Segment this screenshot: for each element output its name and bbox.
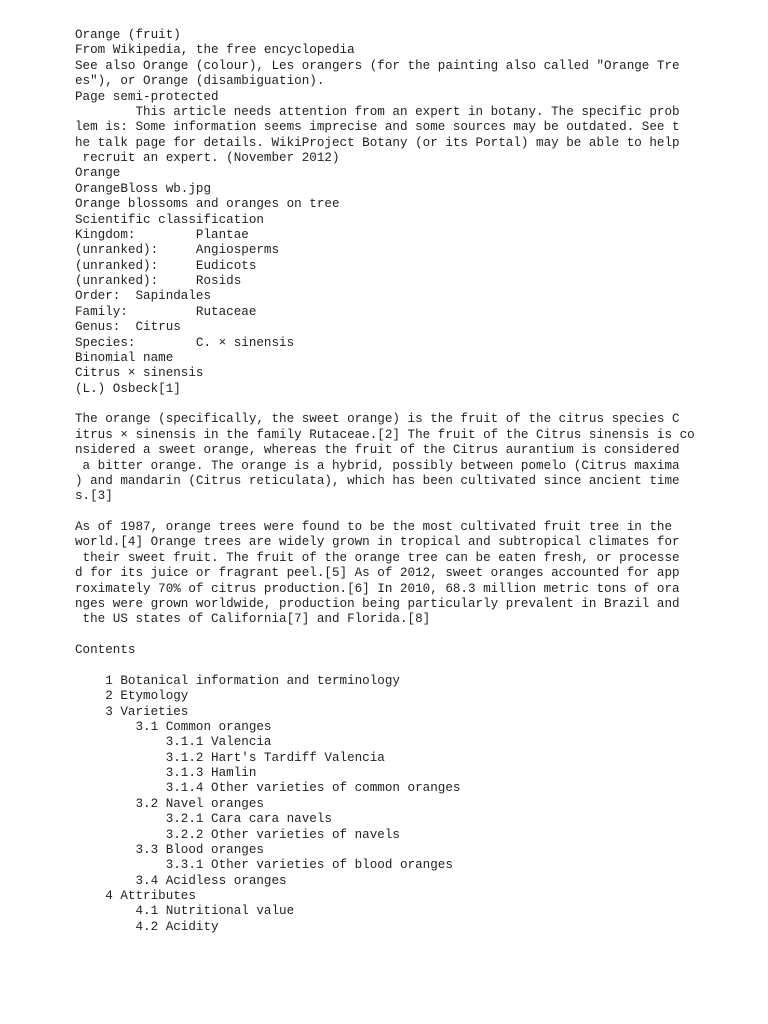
toc-item: 4.2 Acidity bbox=[75, 920, 219, 934]
expert-notice-line: This article needs attention from an expert in botany. The specific prob bbox=[75, 105, 680, 119]
infobox-line: (L.) Osbeck[1] bbox=[75, 382, 181, 396]
see-also-line: See also Orange (colour), Les orangers (for the painting also called "Orange Tre bbox=[75, 59, 680, 73]
contents-heading: Contents bbox=[75, 643, 136, 657]
infobox-line: (unranked): Rosids bbox=[75, 274, 242, 288]
paragraph-line: their sweet fruit. The fruit of the orange tree can be eaten fresh, or processe bbox=[75, 551, 680, 565]
paragraph-line: s.[3] bbox=[75, 489, 113, 503]
paragraph-line: nges were grown worldwide, production being particularly prevalent in Brazil and bbox=[75, 597, 680, 611]
protection-notice-line: Page semi-protected bbox=[75, 90, 219, 104]
toc-item: 3.1.3 Hamlin bbox=[75, 766, 257, 780]
toc-item: 3.3.1 Other varieties of blood oranges bbox=[75, 858, 453, 872]
toc-item: 3.3 Blood oranges bbox=[75, 843, 264, 857]
paragraph-line: roximately 70% of citrus production.[6] In 2010, 68.3 million metric tons of ora bbox=[75, 582, 680, 596]
toc-item: 3.1.4 Other varieties of common oranges bbox=[75, 781, 461, 795]
expert-notice-line: recruit an expert. (November 2012) bbox=[75, 151, 340, 165]
paragraph-line: a bitter orange. The orange is a hybrid, possibly between pomelo (Citrus maxima bbox=[75, 459, 680, 473]
infobox-line: Kingdom: Plantae bbox=[75, 228, 249, 242]
infobox-line: Orange blossoms and oranges on tree bbox=[75, 197, 340, 211]
expert-notice-line: he talk page for details. WikiProject Botany (or its Portal) may be able to help bbox=[75, 136, 680, 150]
expert-notice-line: lem is: Some information seems imprecise and some sources may be outdated. See t bbox=[75, 120, 680, 134]
toc-item: 3.2.1 Cara cara navels bbox=[75, 812, 332, 826]
toc-item: 2 Etymology bbox=[75, 689, 189, 703]
infobox-line: Scientific classification bbox=[75, 213, 264, 227]
toc-item: 3.2.2 Other varieties of navels bbox=[75, 828, 400, 842]
toc-item: 3.1.1 Valencia bbox=[75, 735, 272, 749]
infobox-line: Species: C. × sinensis bbox=[75, 336, 295, 350]
infobox-line: Citrus × sinensis bbox=[75, 366, 204, 380]
paragraph-line: itrus × sinensis in the family Rutaceae.[2] The fruit of the Citrus sinensis is co bbox=[75, 428, 695, 442]
paragraph-line: As of 1987, orange trees were found to be the most cultivated fruit tree in the bbox=[75, 520, 673, 534]
paragraph-line: The orange (specifically, the sweet orange) is the fruit of the citrus species C bbox=[75, 412, 680, 426]
toc-item: 3.1 Common oranges bbox=[75, 720, 272, 734]
infobox-line: (unranked): Eudicots bbox=[75, 259, 257, 273]
infobox-line: Family: Rutaceae bbox=[75, 305, 257, 319]
infobox-line: OrangeBloss wb.jpg bbox=[75, 182, 212, 196]
toc-item: 3 Varieties bbox=[75, 705, 189, 719]
toc-item: 3.1.2 Hart's Tardiff Valencia bbox=[75, 751, 385, 765]
paragraph-line: world.[4] Orange trees are widely grown in tropical and subtropical climates for bbox=[75, 535, 680, 549]
infobox-line: (unranked): Angiosperms bbox=[75, 243, 280, 257]
toc-item: 3.4 Acidless oranges bbox=[75, 874, 287, 888]
toc-item: 3.2 Navel oranges bbox=[75, 797, 264, 811]
infobox-line: Genus: Citrus bbox=[75, 320, 181, 334]
paragraph-line: the US states of California[7] and Florida.[8] bbox=[75, 612, 431, 626]
document-title-line: Orange (fruit) bbox=[75, 28, 181, 42]
paragraph-line: ) and mandarin (Citrus reticulata), which has been cultivated since ancient time bbox=[75, 474, 680, 488]
infobox-line: Order: Sapindales bbox=[75, 289, 212, 303]
infobox-line: Binomial name bbox=[75, 351, 174, 365]
toc-item: 4 Attributes bbox=[75, 889, 196, 903]
see-also-line: es"), or Orange (disambiguation). bbox=[75, 74, 325, 88]
toc-item: 1 Botanical information and terminology bbox=[75, 674, 400, 688]
toc-item: 4.1 Nutritional value bbox=[75, 904, 295, 918]
source-line: From Wikipedia, the free encyclopedia bbox=[75, 43, 355, 57]
infobox-line: Orange bbox=[75, 166, 121, 180]
paragraph-line: nsidered a sweet orange, whereas the fruit of the Citrus aurantium is considered bbox=[75, 443, 680, 457]
paragraph-line: d for its juice or fragrant peel.[5] As of 2012, sweet oranges accounted for app bbox=[75, 566, 680, 580]
